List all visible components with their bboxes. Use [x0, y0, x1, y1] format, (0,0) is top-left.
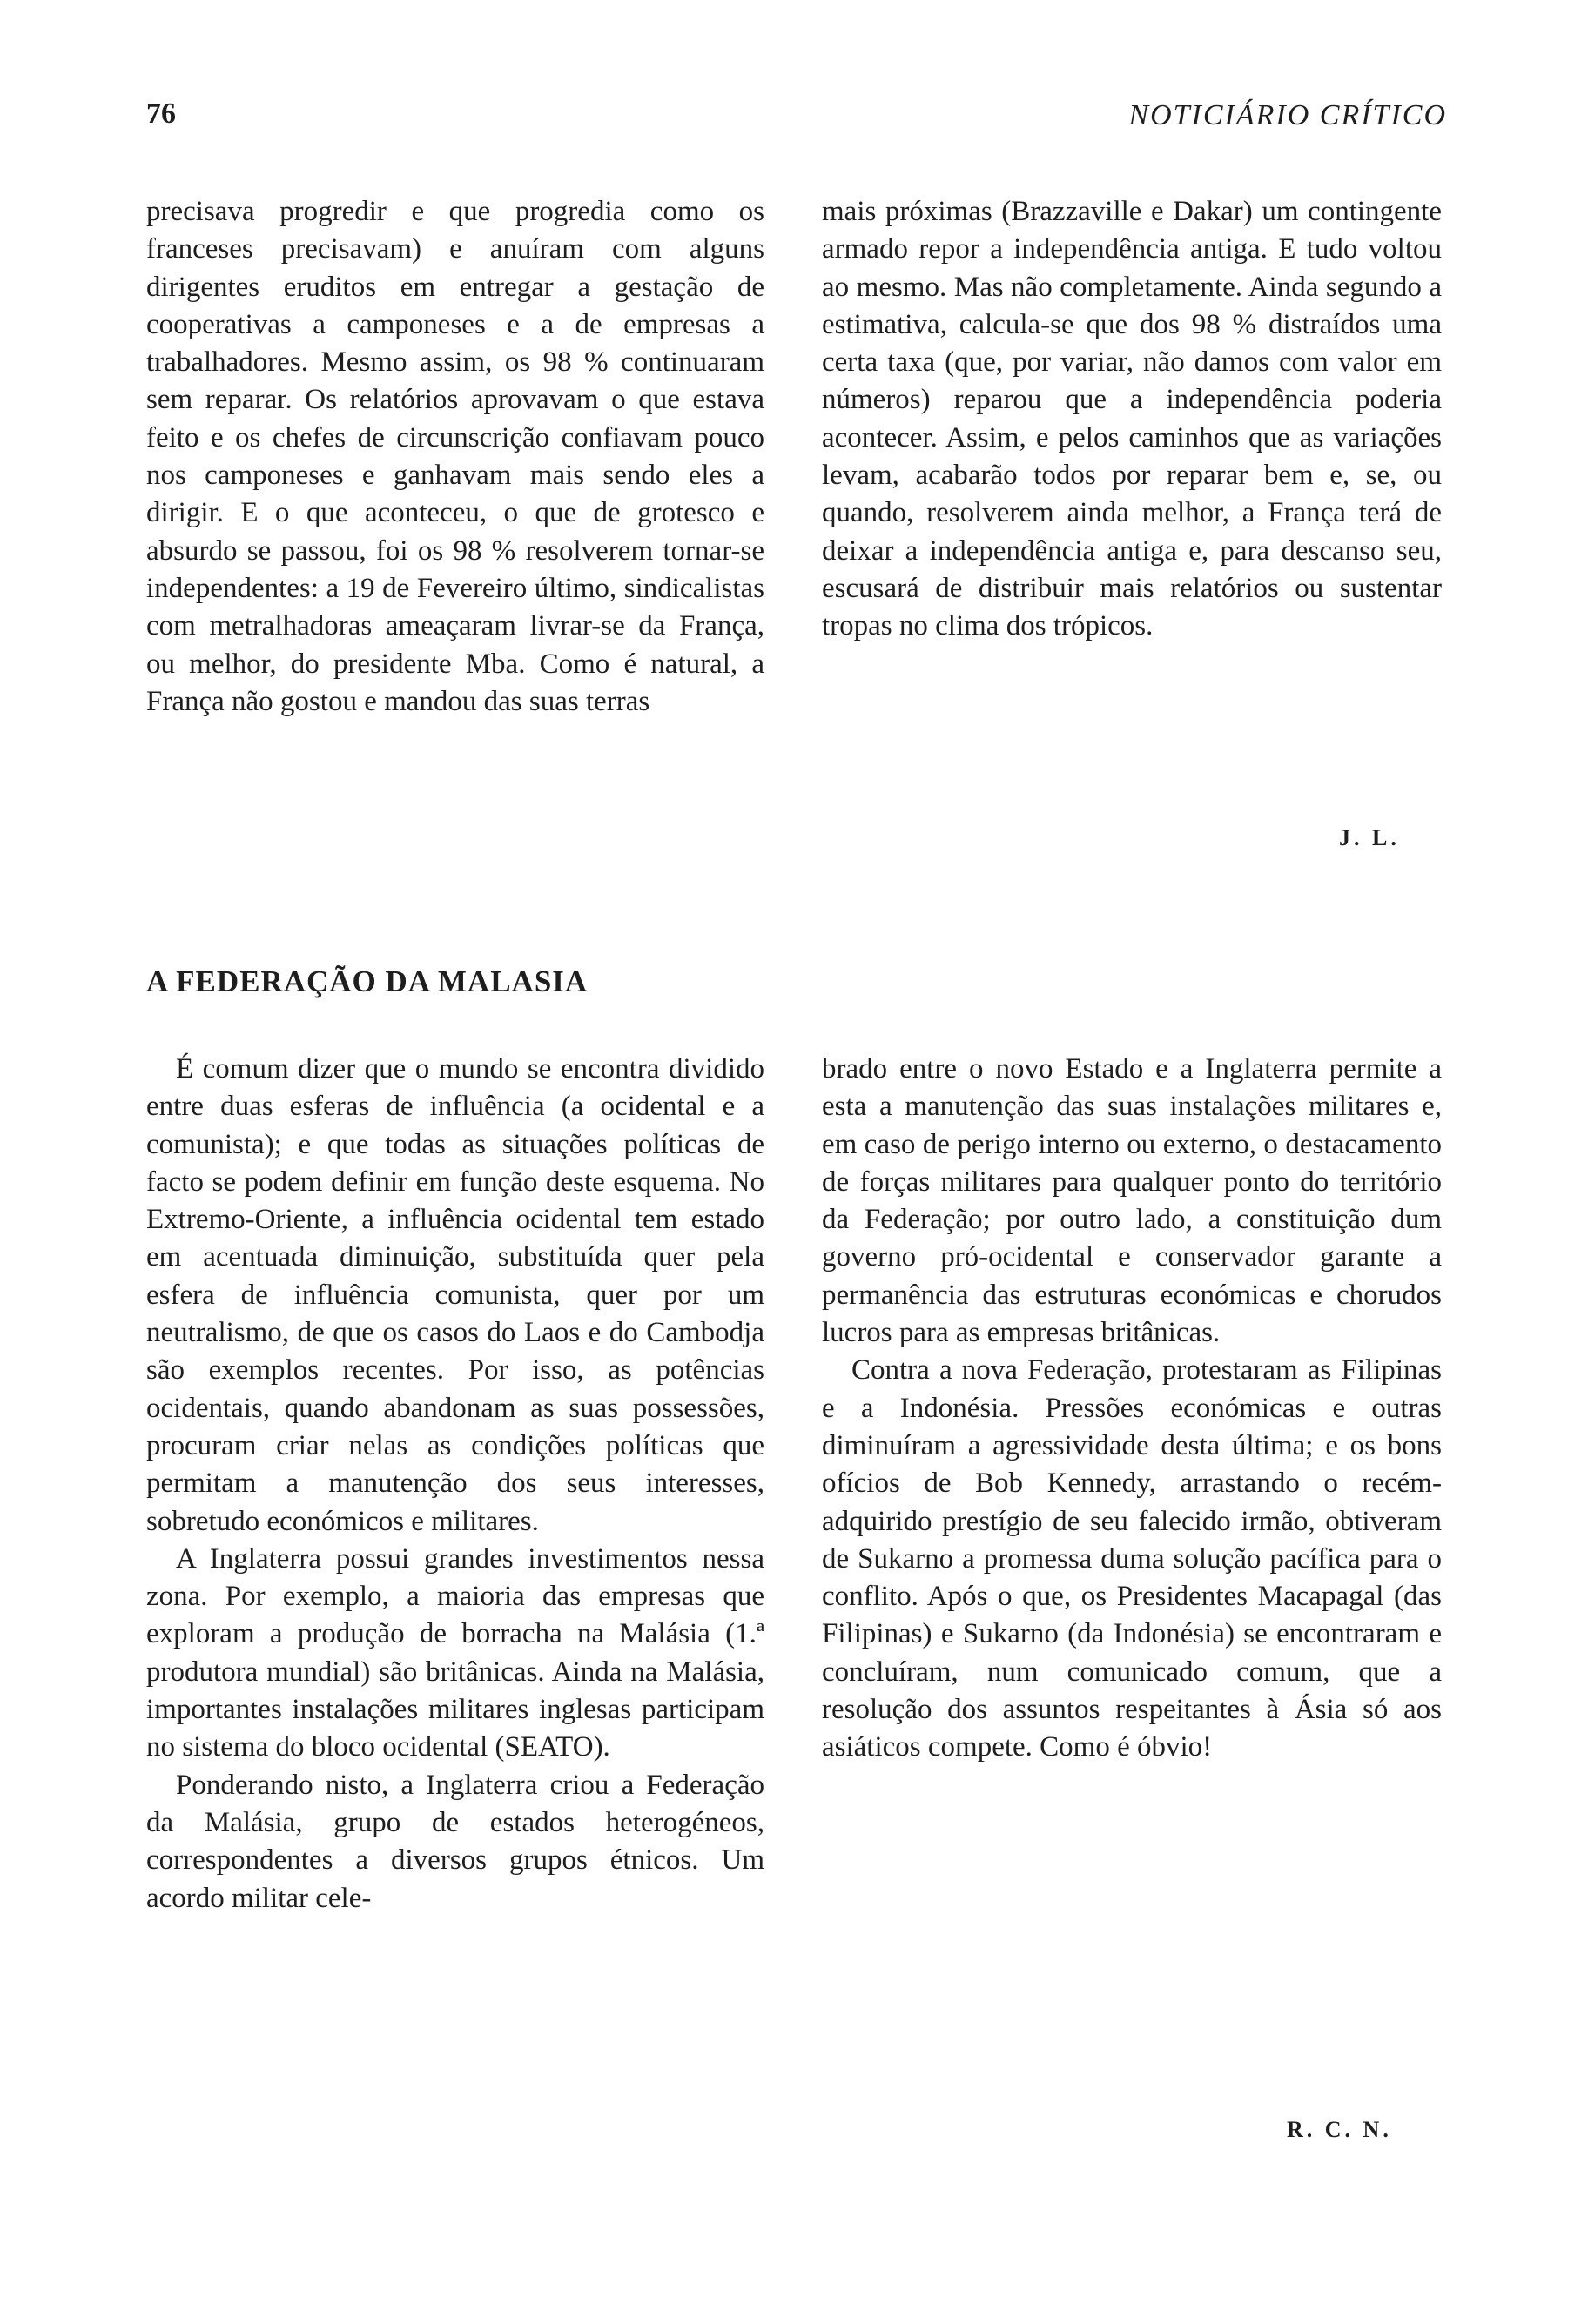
paragraph: mais próximas (Brazzaville e Dakar) um contingente armado repor a independência antiga. E tudo voltou ao mesmo. Mas não completamente. Ainda segundo a estimativa, calcula-se que dos 98 % distraídos uma certa taxa (que, por variar, não damos com valor em números) reparou que a independência poderia acontecer. Assim, e pelos caminhos que as variações levam, acabarão todos por reparar bem e, se, ou quando, resolverem ainda melhor, a França terá de deixar a independência antiga e, para descanso seu, escusará de distribuir mais relatórios ou sustentar tropas no clima dos trópicos.: [822, 196, 1442, 642]
paragraph: precisava progredir e que progredia como os franceses precisavam) e anuíram com alguns dirigentes eruditos em entregar a gestação de cooperativas a camponeses e a de empresas a trabalhadores. Mesmo assim, os 98 % continuaram sem reparar. Os relatórios aprovavam o que estava feito e os chefes de circunscrição confiavam pouco nos camponeses e ganhavam mais sendo eles a dirigir. E o que aconteceu, o que de grotesco e absurdo se passou, foi os 98 % resolverem tornar-se independentes: a 19 de Fevereiro último, sindicalistas com metralhadoras ameaçaram livrar-se da França, ou melhor, do presidente Mba. Como é natural, a França não gostou e mandou das suas terras: [146, 196, 764, 717]
article1-right-column: [822, 193, 1442, 646]
article-title: A FEDERAÇÃO DA MALASIA: [146, 964, 589, 998]
paragraph: Contra a nova Federação, protestaram as Filipinas e a Indonésia. Pressões económicas e outras diminuíram a agressividade desta última; e os bons ofícios de Bob Kennedy, arrastando o recém-adquirido prestígio de seu falecido irmão, obtiveram de Sukarno a promessa duma solução pacífica para o conflito. Após o que, os Presidentes Macapagal (das Filipinas) e Sukarno (da Indonésia) se encontraram e concluíram, num comunicado comum, que a resolução dos assuntos respeitantes à Ásia só aos asiáticos compete. Como é óbvio!: [822, 1354, 1442, 1763]
article2-left-column: [146, 1051, 764, 1918]
article1-left-column: [146, 193, 764, 721]
paragraph: Ponderando nisto, a Inglaterra criou a Federação da Malásia, grupo de estados heterogéneos, correspondentes a diversos grupos étnicos. Um acordo militar cele-: [146, 1769, 764, 1914]
article2-right-column: [822, 1051, 1442, 1767]
article1-signature: J. L.: [1339, 825, 1400, 850]
paragraph: brado entre o novo Estado e a Inglaterra permite a esta a manutenção das suas instalações militares e, em caso de perigo interno ou externo, o destacamento de forças militares para qualquer ponto do território da Federação; por outro lado, a constituição dum governo pró-ocidental e conservador garante a permanência das estruturas económicas e chorudos lucros para as empresas britânicas.: [822, 1053, 1442, 1349]
running-head: NOTICIÁRIO CRÍTICO: [1128, 99, 1447, 131]
paragraph: A Inglaterra possui grandes investimentos nessa zona. Por exemplo, a maioria das empresas que exploram a produção de borracha na Malásia (1.ª produtora mundial) são britânicas. Ainda na Malásia, importantes instalações militares inglesas participam no sistema do bloco ocidental (SEATO).: [146, 1542, 764, 1763]
page-number: 76: [146, 97, 176, 130]
paragraph: É comum dizer que o mundo se encontra dividido entre duas esferas de influência (a ocidental e a comunista); e que todas as situações políticas de facto se podem definir em função deste esquema. No Extremo-Oriente, a influência ocidental tem estado em acentuada diminuição, substituída quer pela esfera de influência comunista, quer por um neutralismo, de que os casos do Laos e do Cambodja são exemplos recentes. Por isso, as potências ocidentais, quando abandonam as suas possessões, procuram criar nelas as condições políticas que permitam a manutenção dos seus interesses, sobretudo económicos e militares.: [146, 1053, 764, 1537]
article2-signature: R. C. N.: [1287, 2117, 1392, 2142]
